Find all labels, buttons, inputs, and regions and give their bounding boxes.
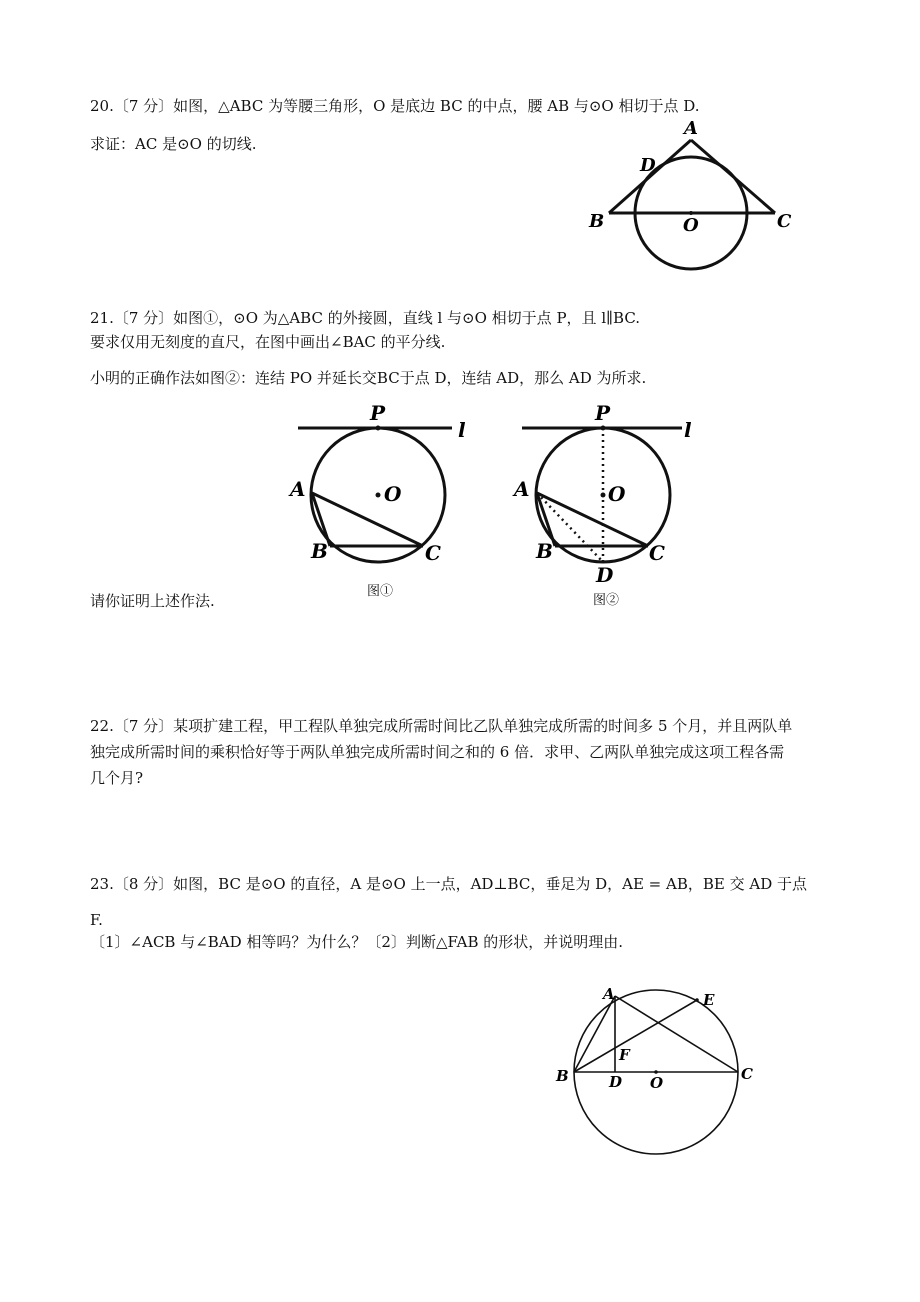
q23-label-a: A xyxy=(603,985,615,1003)
q23-line2: F. xyxy=(90,911,103,929)
q22-line1: 22.〔7 分〕某项扩建工程，甲工程队单独完成所需时间比乙队单独完成所需的时间多 5 个月，并且两队单 xyxy=(90,717,793,735)
q21-line4: 请你证明上述作法. xyxy=(90,592,215,610)
q23-figure xyxy=(550,980,770,1160)
q21-line1: 21.〔7 分〕如图①，⊙O 为△ABC 的外接圆，直线 l 与⊙O 相切于点 P，且 l∥BC. xyxy=(90,309,641,327)
q20-line2: 求证：AC 是⊙O 的切线. xyxy=(90,135,257,153)
q23-line3: 〔1〕∠ACB 与∠BAD 相等吗？为什么？〔2〕判断△FAB 的形状，并说明理由. xyxy=(90,933,624,951)
q20-label-o: O xyxy=(683,215,699,236)
fig1-tangent-point xyxy=(376,426,381,431)
fig2-center-dot xyxy=(601,493,606,498)
q20-label-b: B xyxy=(589,211,605,232)
q20-side-ab xyxy=(609,140,691,213)
q23-label-c: C xyxy=(741,1065,753,1083)
q23-label-b: B xyxy=(556,1067,569,1085)
q22-line2: 独完成所需时间的乘积恰好等于两队单独完成所需时间之和的 6 倍．求甲、乙两队单独完成这项工程各需 xyxy=(90,743,785,761)
fig2-label-p: P xyxy=(595,401,611,425)
fig2-label-o: O xyxy=(608,482,626,506)
fig1-label-o: O xyxy=(384,482,402,506)
q21-line2: 要求仅用无刻度的直尺，在图中画出∠BAC 的平分线. xyxy=(90,333,446,351)
q20-line1: 20.〔7 分〕如图，△ABC 为等腰三角形，O 是底边 BC 的中点，腰 AB 与⊙O 相切于点 D. xyxy=(90,97,700,115)
q23-label-f: F xyxy=(619,1046,630,1064)
q21-line3: 小明的正确作法如图②：连结 PO 并延长交BC于点 D，连结 AD，那么 AD 为所求. xyxy=(90,369,647,387)
q23-chord-ac xyxy=(615,996,738,1072)
fig1-label-a: A xyxy=(290,477,306,501)
fig1-label-l: l xyxy=(458,418,466,442)
q21-figure-1 xyxy=(280,400,490,600)
fig2-label-c: C xyxy=(649,541,665,565)
fig2-label-l: l xyxy=(684,418,692,442)
fig2-caption: 图② xyxy=(593,593,620,608)
fig2-label-a: A xyxy=(514,477,530,501)
q23-label-d: D xyxy=(609,1073,623,1091)
fig1-caption: 图① xyxy=(367,584,394,599)
q23-label-o: O xyxy=(650,1074,664,1092)
q22-line3: 几个月? xyxy=(90,769,144,787)
fig1-label-b: B xyxy=(311,539,328,563)
q20-label-c: C xyxy=(777,211,792,232)
fig1-label-p: P xyxy=(370,401,386,425)
fig1-label-c: C xyxy=(425,541,441,565)
q20-label-a: A xyxy=(684,118,698,139)
fig2-label-d: D xyxy=(596,563,614,587)
q23-point-e xyxy=(695,998,699,1002)
q20-side-ac xyxy=(691,140,775,213)
q20-figure xyxy=(580,115,800,275)
fig1-center-dot xyxy=(376,493,381,498)
q21-figure-2 xyxy=(500,400,710,590)
fig2-tangent-point xyxy=(601,426,606,431)
q20-label-d: D xyxy=(640,155,656,176)
q23-label-e: E xyxy=(703,991,715,1009)
q23-line1: 23.〔8 分〕如图，BC 是⊙O 的直径，A 是⊙O 上一点，AD⊥BC，垂足为 D，AE = AB，BE 交 AD 于点 xyxy=(90,875,807,893)
fig2-label-b: B xyxy=(536,539,553,563)
